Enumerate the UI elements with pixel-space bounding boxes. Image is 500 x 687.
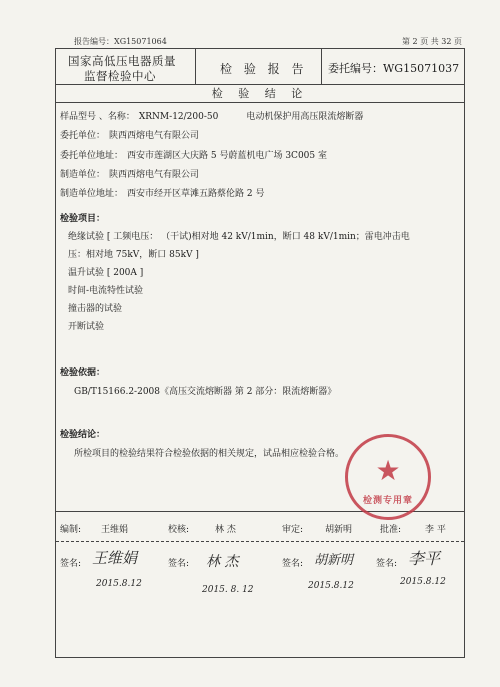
client-address-value: 西安市莲湖区大庆路 5 号蔚蓝机电广场 3C005 室 <box>127 151 327 161</box>
checked-name: 林 杰 <box>215 525 236 535</box>
client-label: 委托单位： <box>60 131 106 141</box>
reviewed-name: 胡新明 <box>325 525 353 535</box>
commission-label: 委托编号： <box>328 62 383 75</box>
stamp-text: 检测专用章 <box>362 496 413 506</box>
handwritten-date-2: 2015. 8. 12 <box>202 585 254 595</box>
sign-label-2: 签名: <box>168 559 190 569</box>
client-address-row <box>60 148 327 161</box>
item-striker: 撞击器的试验 <box>68 304 123 314</box>
checked-label: 校核: <box>168 525 190 535</box>
item-temperature-rise: 温升试验 [ 200A ] <box>68 268 144 278</box>
item-insulation-line2: 压：相对地 75kV，断口 85kV ] <box>68 250 199 260</box>
handwritten-date-1: 2015.8.12 <box>96 579 142 589</box>
checked-cell <box>168 522 236 535</box>
sample-name: 电动机保护用高压限流熔断器 <box>246 112 364 122</box>
report-header <box>56 49 464 85</box>
report-type-cell <box>196 49 322 85</box>
maker-value: 陕西西熔电气有限公司 <box>109 170 200 180</box>
maker-address-value: 西安市经开区草滩五路蔡伦路 2 号 <box>127 189 265 199</box>
handwritten-signature-3: 胡新明 <box>314 553 354 568</box>
star-icon: ★ <box>375 454 401 487</box>
client-row <box>60 128 199 141</box>
client-value: 陕西西熔电气有限公司 <box>109 131 200 141</box>
result-label: 检验结论： <box>60 430 106 440</box>
maker-label: 制造单位： <box>60 170 106 180</box>
report-number-label: 报告编号： <box>74 37 114 46</box>
items-label: 检验项目： <box>60 214 106 224</box>
sample-model: XRNM-12/200-50 <box>138 112 219 122</box>
report-number <box>74 36 167 47</box>
handwritten-signature-2: 林 杰 <box>206 554 239 570</box>
maker-row <box>60 167 199 180</box>
compiled-cell <box>60 522 128 535</box>
sample-row <box>60 109 363 122</box>
client-address-label: 委托单位地址： <box>60 151 124 161</box>
basis-text: GB/T15166.2-2008《高压交流熔断器 第 2 部分：限流熔断器》 <box>74 387 337 397</box>
reviewed-label: 审定: <box>282 525 304 535</box>
maker-address-label: 制造单位地址： <box>60 189 124 199</box>
compiled-name: 王维娟 <box>101 525 129 535</box>
commission-number <box>328 60 459 76</box>
maker-address-row <box>60 186 264 199</box>
org-name-line2: 监督检验中心 <box>84 69 156 83</box>
result-text: 所检项目的检验结果符合检验依据的相关规定，试品相应检验合格。 <box>74 449 345 459</box>
item-time-current: 时间-电流特性试验 <box>68 286 144 296</box>
sign-label-4: 签名: <box>376 559 398 569</box>
org-name-line1: 国家高低压电器质量 <box>68 54 176 68</box>
handwritten-signature-1: 王维娟 <box>92 549 138 567</box>
commission-value: WG15071037 <box>383 62 460 75</box>
approved-label: 批准: <box>380 525 402 535</box>
handwritten-date-3: 2015.8.12 <box>308 581 354 591</box>
report-type: 检 验 报 告 <box>220 62 308 76</box>
item-insulation-line1: 绝缘试验 [ 工频电压： （干试)相对地 42 kV/1min，断口 48 kV/1min；雷电冲击电 <box>68 232 410 242</box>
sign-label-1: 签名: <box>60 559 82 569</box>
commission-cell <box>322 49 466 85</box>
org-cell <box>56 49 196 85</box>
report-frame <box>55 48 465 658</box>
inspection-seal-stamp <box>345 434 431 520</box>
approved-cell <box>380 522 446 535</box>
handwritten-signature-4: 李平 <box>408 549 441 568</box>
basis-label: 检验依据： <box>60 368 106 378</box>
compiled-label: 编制: <box>60 525 82 535</box>
approved-name: 李 平 <box>425 525 446 535</box>
conclusion-title: 检 验 结 论 <box>56 85 464 103</box>
sample-label: 样品型号 、名称： <box>60 112 135 122</box>
signature-row-divider <box>56 541 464 542</box>
page-info: 第 2 页 共 32 页 <box>402 37 462 46</box>
sign-label-3: 签名: <box>282 559 304 569</box>
item-breaking: 开断试验 <box>68 322 105 332</box>
handwritten-date-4: 2015.8.12 <box>400 577 446 587</box>
report-number-value: XG15071064 <box>114 37 167 46</box>
reviewed-cell <box>282 522 352 535</box>
